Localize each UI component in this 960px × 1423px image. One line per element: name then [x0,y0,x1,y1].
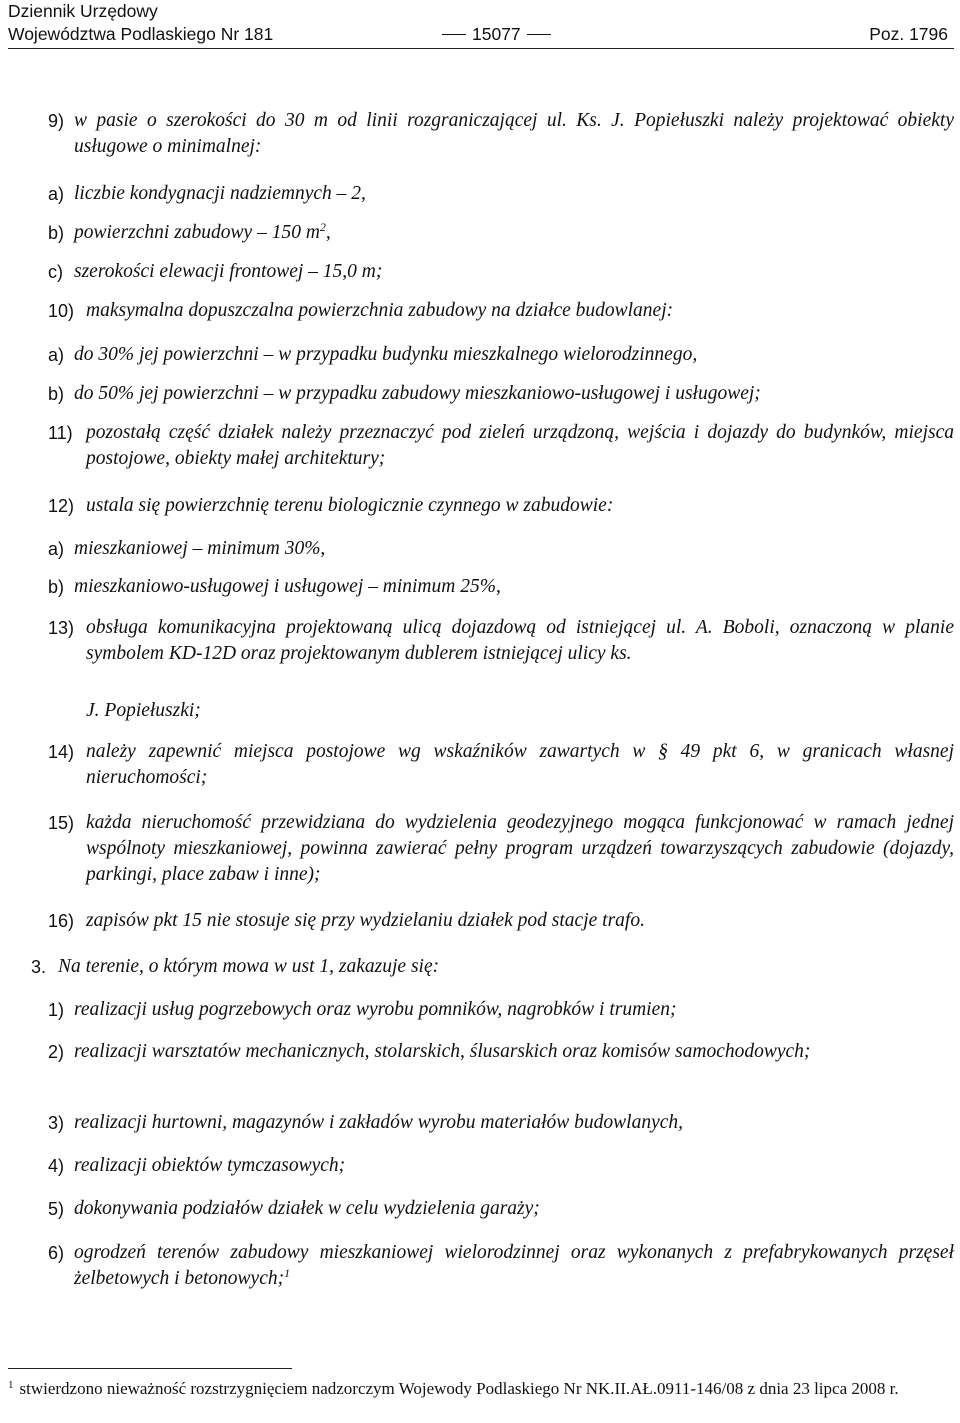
item-text: maksymalna dopuszczalna powierzchnia zabudowy na działce budowlanej: [86,300,674,321]
item-text-content: powierzchni zabudowy – 150 m [74,222,320,243]
item-text: mieszkaniowo-usługowej i usługowej – minimum 25%, [74,576,501,597]
item-label: 6) [48,1243,65,1263]
page-number-dash-left [442,34,466,35]
item-label: a) [48,345,65,365]
item-text: realizacji obiektów tymczasowych; [74,1155,346,1176]
item-label: 2) [48,1042,65,1062]
item-text: należy zapewnić miejsca postojowe wg wskaźników zawartych w § 49 pkt 6, w granicach własnej nieruchomości; [86,741,954,788]
item-text: zapisów pkt 15 nie stosuje się przy wydzielaniu działek pod stacje trafo. [86,910,645,931]
item-label: b) [48,384,65,404]
item-text [74,108,954,160]
page-header [8,0,954,46]
item-text: dokonywania podziałów działek w celu wydzielenia garaży; [74,1198,540,1219]
item-text: do 50% jej powierzchni – w przypadku zabudowy mieszkaniowo-usługowej i usługowej; [74,383,761,404]
item-text: obsługa komunikacyjna projektowaną ulicą dojazdową od istniejącej ul. A. Boboli, oznaczoną w planie symbolem KD-12D oraz projektowanym dublerem istniejącej ulicy ks. [86,617,954,664]
footnote-ref[interactable]: 1 [284,1266,291,1280]
item-label: 14) [48,742,75,762]
section-text: Na terenie, o którym mowa w ust 1, zakazuje się: [58,956,440,977]
item-label: 10) [48,301,75,321]
item-text: realizacji warsztatów mechanicznych, stolarskich, ślusarskich oraz komisów samochodowych; [74,1041,811,1062]
item-text [74,220,954,246]
section-label: 3. [31,957,47,977]
item-label: 11) [48,423,73,443]
item-label: 3) [48,1113,65,1133]
item-text: liczbie kondygnacji nadziemnych – 2, [74,183,366,204]
footnote-text: stwierdzono nieważność rozstrzygnięciem nadzorczym Wojewody Podlaskiego Nr NK.II.AŁ.0911-146/08 z dnia 23 lipca 2008 r. [19,1379,899,1398]
item-text-content: w pasie o szerokości do 30 m od linii rozgraniczającej ul. Ks. J. Popiełuszki należy projektować obiekty usługowe o minimalnej: [74,110,954,157]
item-text: do 30% jej powierzchni – w przypadku budynku mieszkalnego wielorodzinnego, [74,344,698,365]
page-number-value: 15077 [472,24,521,44]
page-number [436,23,557,46]
item-label: 9) [48,111,65,131]
item-text [74,1240,954,1292]
page-number-dash-right [527,34,551,35]
item-text: ustala się powierzchnię terenu biologicznie czynnego w zabudowie: [86,495,614,516]
item-text-content: ogrodzeń terenów zabudowy mieszkaniowej wielorodzinnej oraz wykonanych z prefabrykowanych przęseł żelbetowych i betonowych; [74,1242,954,1289]
item-label: c) [48,262,63,282]
item-label: 1) [48,1000,65,1020]
header-rule [8,48,954,49]
item-label: a) [48,539,65,559]
journal-title-line1: Dziennik Urzędowy [8,1,158,21]
item-text: szerokości elewacji frontowej – 15,0 m; [74,261,383,282]
item-text: mieszkaniowej – minimum 30%, [74,538,326,559]
item-label: 16) [48,911,75,931]
superscript: 2 [319,220,326,234]
item-label: a) [48,184,65,204]
footnote [8,1378,928,1399]
position-number: Poz. 1796 [869,24,948,44]
journal-title [8,0,273,46]
footnote-rule [8,1368,292,1369]
item-label: 15) [48,813,75,833]
item-text: każda nieruchomość przewidziana do wydzielenia geodezyjnego mogąca funkcjonować w ramach jednej wspólnoty mieszkaniowej, powinna zawierać pełny program urządzeń towarzyszących zabudowie (dojazdy, parkingi, place zabaw i inne); [86,812,954,885]
item-text: pozostałą część działek należy przeznaczyć pod zieleń urządzoną, wejścia i dojazdy do budynków, miejsca postojowe, obiekty małej architektury; [86,422,954,469]
item-label: 4) [48,1156,65,1176]
item-label: 13) [48,618,75,638]
item-text-after: , [325,222,331,243]
item-label: 5) [48,1199,65,1219]
footnote-mark: 1 [8,1379,14,1391]
journal-title-line2: Województwa Podlaskiego Nr 181 [8,24,274,44]
item-text: realizacji usług pogrzebowych oraz wyrobu pomników, nagrobków i trumien; [74,999,677,1020]
item-text: realizacji hurtowni, magazynów i zakładów wyrobu materiałów budowlanych, [74,1112,684,1133]
item-text-continuation: J. Popiełuszki; [86,700,201,721]
item-label: b) [48,223,65,243]
item-label: 12) [48,496,75,516]
item-label: b) [48,577,65,597]
